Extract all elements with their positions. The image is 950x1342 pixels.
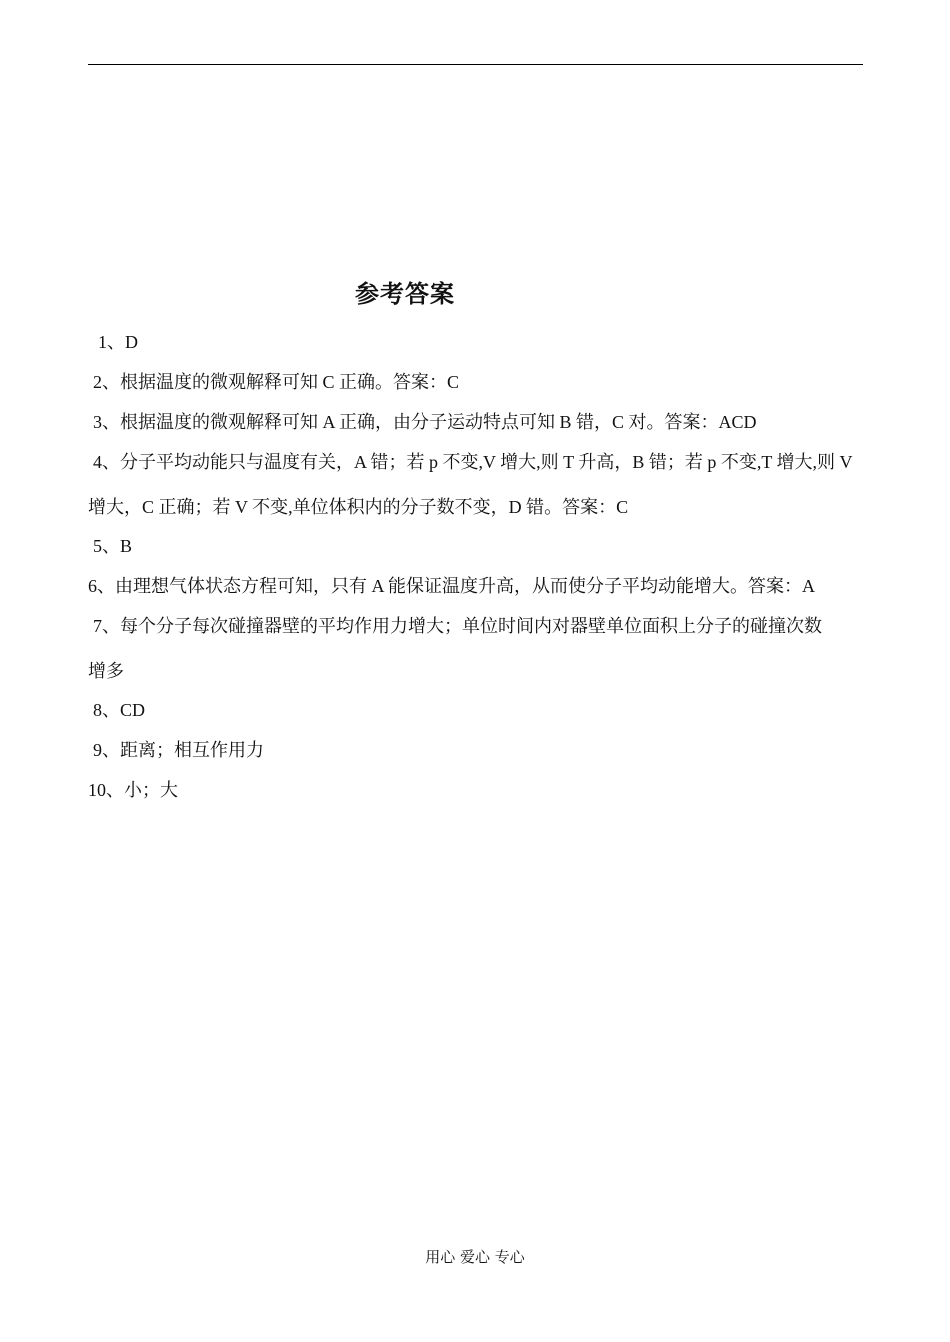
answer-7-line-2: 增多 (88, 661, 124, 681)
answer-8: 8、CD (93, 700, 146, 720)
answer-3: 3、根据温度的微观解释可知 A 正确，由分子运动特点可知 B 错，C 对。答案：ACD (93, 412, 757, 432)
answer-7-line-1: 7、每个分子每次碰撞器壁的平均作用力增大；单位时间内对器壁单位面积上分子的碰撞次数 (93, 616, 822, 636)
answer-1: 1、D (98, 332, 138, 352)
page-title: 参考答案 (355, 280, 455, 308)
header-rule (88, 64, 863, 65)
answer-list (88, 322, 866, 810)
page-footer: 用心 爱心 专心 (425, 1248, 525, 1266)
answer-10: 10、小；大 (88, 780, 178, 800)
answer-4-line-2: 增大，C 正确；若 V 不变,单位体积内的分子数不变，D 错。答案：C (88, 497, 629, 517)
answer-2: 2、根据温度的微观解释可知 C 正确。答案：C (93, 372, 460, 392)
answer-4-line-1: 4、分子平均动能只与温度有关，A 错；若 p 不变,V 增大,则 T 升高，B 错；若 p 不变,T 增大,则 V (93, 452, 853, 472)
answer-9: 9、距离；相互作用力 (93, 740, 264, 760)
answer-5: 5、B (93, 536, 133, 556)
answer-6: 6、由理想气体状态方程可知，只有 A 能保证温度升高，从而使分子平均动能增大。答案：A (88, 576, 816, 596)
